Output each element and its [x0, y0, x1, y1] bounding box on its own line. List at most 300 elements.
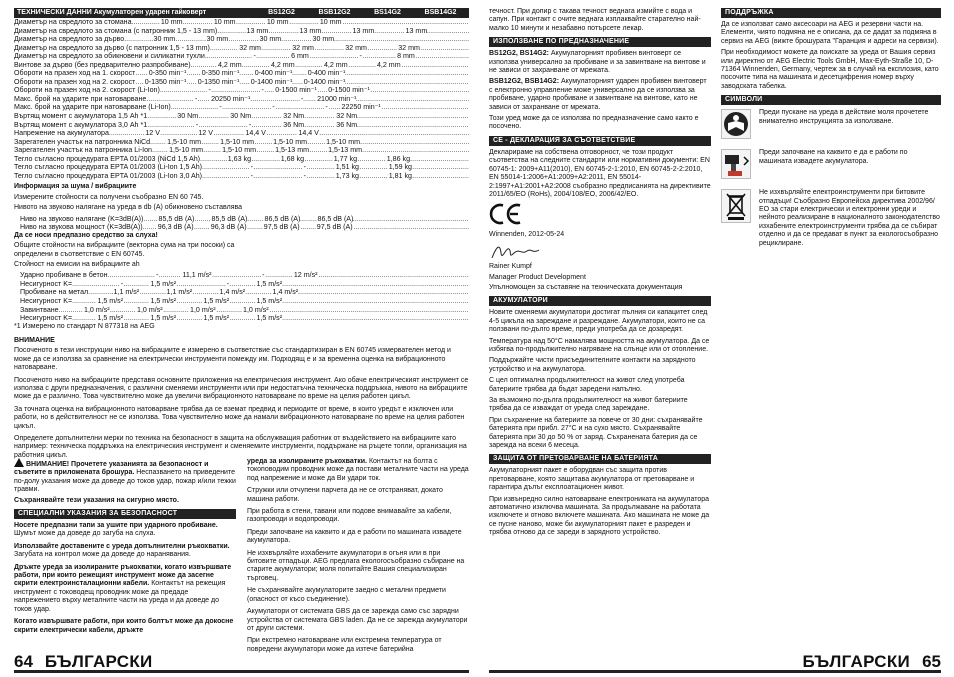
value-text: 30 mm: [312, 35, 335, 44]
value-text: -: [156, 271, 159, 280]
value-text: 32 mm: [345, 43, 367, 52]
value-text: 1,68 kg: [280, 154, 305, 163]
value-text: 1,5-10 mm: [220, 137, 255, 146]
value-text: -: [226, 279, 230, 288]
attention-text: Посоченото ниво на вибрациите представя основните приложения на електрическия инструмент. Ако обаче електрическият инструмент се използва с други предназначения, с различни сменяеми инструменти или при недостатъчна техническа поддръжка, нивото на вибрациите може да е различно. Това чувствително може да увеличи вибрационното натоварване по време на целия работен цикъл.: [14, 376, 469, 401]
row-value: [247, 288, 300, 297]
row-value: [217, 27, 270, 36]
language-label: БЪЛГАРСКИ: [802, 652, 911, 671]
intended-use-header: ИЗПОЛЗВАНЕ ПО ПРЕДНАЗНАЧЕНИЕ: [489, 37, 711, 47]
signature-image: [489, 241, 711, 263]
right-col-1: [489, 8, 711, 540]
row-value: [191, 61, 244, 70]
value-text: 1,86 kg: [386, 154, 411, 163]
row-label: Диаметър на свредлото за дърво: [14, 35, 125, 44]
table-row: [14, 155, 469, 164]
maintenance-header: ПОДДРЪЖКА: [721, 8, 941, 18]
row-value: [241, 78, 294, 87]
row-value: [135, 69, 188, 78]
row-value: [218, 306, 271, 315]
row-label: Тегло съгласно процедурата EPTA 01/2003 (Li-Ion 3,0 Ah): [14, 171, 203, 180]
value-text: 1,73 kg: [335, 171, 360, 180]
row-value: [309, 138, 362, 147]
value-text: 32 Nm: [336, 112, 358, 121]
value-text: 6 mm: [291, 52, 309, 61]
attention-title: ВНИМАНИЕ: [14, 337, 55, 345]
value-text: 32 mm: [398, 43, 420, 52]
row-value: [214, 271, 267, 280]
table-row: [14, 172, 469, 181]
safety-item: Не съхранявайте акумулаторите заедно с метални предмети (опасност от късо съединение).: [247, 587, 446, 603]
value-text: -: [195, 120, 199, 129]
row-value: [330, 103, 383, 112]
row-value: [202, 172, 255, 181]
table-row: [14, 44, 469, 53]
row-value: [230, 35, 283, 44]
read-manual-icon: [721, 109, 751, 139]
table-row: [14, 314, 469, 323]
value-text: 0-1400 min⁻¹: [303, 77, 346, 86]
row-value: [231, 280, 284, 289]
value-text: 97,5 dB (A): [263, 223, 300, 232]
row-label: Несигурност K=: [20, 279, 73, 288]
row-value: [188, 69, 241, 78]
crossed-bin-icon: [721, 189, 751, 223]
value-text: 4,2 mm: [270, 60, 295, 69]
attention-text: За точната оценка на вибрационното натоварване трябва да се вземат предвид и периодите от време, в които уредът е изключен или работи, но в действителност не се използва. Това чувствително може да намали вибрационното натоварване по време на целия работен цикъл.: [14, 405, 465, 430]
table-row: [14, 288, 469, 297]
value-text: 85,5 dB (A): [158, 214, 195, 223]
row-value: [205, 52, 258, 61]
value-text: 30 mm: [206, 35, 229, 44]
row-value: [202, 163, 255, 172]
value-text: 14,4 V: [298, 129, 319, 138]
row-value: [350, 61, 403, 70]
ce-mark-icon: [489, 203, 711, 228]
value-text: 86,5 dB (A): [317, 214, 354, 223]
value-text: 1,5-10 mm: [273, 137, 308, 146]
row-value: [196, 223, 249, 232]
row-value: [199, 95, 252, 104]
row-value: [178, 297, 231, 306]
row-value: [165, 306, 218, 315]
language-label: БЪЛГАРСКИ: [44, 652, 153, 671]
row-value: [161, 271, 214, 280]
value-text: 1,5 m/s²: [203, 296, 230, 305]
safety-item: Когато извършвате работи, при които болтът може да докосне скрити електрически кабели, дръжте: [14, 618, 234, 634]
value-text: -: [303, 163, 307, 172]
value-text: 96,3 dB (A): [210, 223, 247, 232]
row-value: [364, 52, 417, 61]
row-value: [283, 35, 336, 44]
value-text: -: [262, 271, 265, 280]
safety-item: уреда за изолираните ръкохватки. Контактът на болта с токоповодим проводник може да постави металните части на уреда под напрежение и може да Ви удари ток.: [247, 458, 469, 482]
tech-header-col: BS12G2: [268, 9, 295, 16]
row-value: [132, 18, 185, 27]
value-text: 86,5 dB (A): [264, 214, 301, 223]
row-value: [194, 288, 247, 297]
value-text: -: [194, 94, 198, 103]
row-value: [141, 288, 194, 297]
value-text: -: [248, 120, 252, 129]
row-value: [109, 129, 162, 138]
row-value: [305, 95, 358, 104]
symbol-description: Преди започване на каквито е да е работи по машината извадете акумулатора.: [759, 149, 908, 165]
row-value: [308, 172, 361, 181]
value-text: 0-350 min⁻¹: [148, 69, 187, 78]
value-text: 32 Nm: [283, 112, 305, 121]
row-value: [213, 86, 266, 95]
value-text: -: [300, 94, 304, 103]
value-text: 10 mm: [319, 18, 342, 26]
value-text: -: [120, 279, 124, 288]
value-text: 1,5-10 mm: [222, 146, 257, 155]
row-value: [143, 223, 196, 232]
left-page-footer: [14, 652, 469, 673]
value-text: 13 mm: [299, 26, 322, 35]
value-text: 1,1 m/s²: [113, 288, 140, 297]
row-label: Ниво на звукова мощност (K=3dB(A)): [20, 223, 143, 232]
row-value: [177, 35, 230, 44]
value-text: 1,5-10 mm: [326, 137, 361, 146]
row-value: [200, 112, 253, 121]
row-value: [316, 44, 369, 53]
row-value: [306, 121, 359, 130]
row-label: Обороти на празен ход на 2. скорост: [14, 77, 136, 86]
row-value: [125, 280, 178, 289]
value-text: -: [250, 171, 254, 180]
page-number: 64: [14, 652, 33, 671]
table-row: [14, 78, 469, 87]
row-value: [311, 146, 364, 155]
symbol-row: [721, 189, 941, 250]
row-value: [196, 215, 249, 224]
table-row: [14, 61, 469, 70]
value-text: 1,5 m/s²: [150, 314, 177, 323]
safety-item: Носете предпазни тапи за ушите при ударного пробиване. Шумът може да доведе до загуба на слуха.: [14, 522, 218, 538]
table-row: [14, 35, 469, 44]
row-value: [306, 112, 359, 121]
value-text: 12 V: [198, 129, 213, 138]
row-value: [135, 78, 188, 87]
value-text: 10 mm: [213, 18, 236, 26]
right-page: [489, 8, 941, 673]
row-value: [146, 95, 199, 104]
overload-text: Акумулаторният пакет е оборудван със защита против претоварване, която защитава акумулатора от претоварване и гарантира дълъг експлоатационен живот.: [489, 467, 695, 492]
value-text: -: [272, 103, 275, 112]
warning-triangle-icon: [14, 458, 24, 467]
row-value: [266, 86, 319, 95]
row-value: [302, 215, 355, 224]
row-value: [171, 103, 224, 112]
left-page: [14, 8, 469, 673]
row-label: Диаметър на свредлото за дърво (с патронник 1,5 - 13 mm): [14, 43, 210, 52]
value-text: 1,63 kg: [227, 154, 252, 163]
row-value: [150, 138, 203, 147]
table-row: [14, 146, 469, 155]
value-text: 0-350 min⁻¹: [201, 69, 240, 78]
table-row: [14, 306, 469, 315]
row-value: [361, 163, 414, 172]
noise-table: [14, 215, 469, 232]
overload-text: При извънредно силно натоварване електрониката на акумулатора автоматично изключва машината. За продължаване на работата изключете и отново включете машината. Ако машината не може да се пусне наново, може би акумулаторният пакет е разреден и трябва отново да се зареди в зарядното устройство.: [489, 495, 710, 537]
safety-item: Дръжте уреда за изолираните ръкохватки, когато извършвате работи, при които режещият инструмент може да засегне скрити електроинсталационни кабели. Контактът на режещия инструмент с тоководещ проводник може да предаде напрежението върху металните части на уреда и да доведе до токов удар.: [14, 563, 232, 613]
table-row: [14, 52, 469, 61]
value-text: 36 Nm: [283, 120, 305, 129]
left-col-2: [247, 458, 469, 656]
row-value: [241, 69, 294, 78]
value-text: 1,5-13 mm: [328, 146, 363, 155]
table-row: [14, 280, 469, 289]
row-label: Тегло съгласно процедурата EPTA 01/2003 (Li-Ion 1,5 Ah): [14, 163, 203, 172]
signer-role: Manager Product Development: [489, 273, 586, 281]
safety-item: Използвайте доставените с уреда допълнителни ръкохватки. Загубата на контрол може да доведе до наранявания.: [14, 542, 230, 559]
batteries-header: АКУМУЛАТОРИ: [489, 296, 711, 306]
symbol-row: [721, 109, 941, 139]
symbols-header: СИМВОЛИ: [721, 95, 941, 105]
row-value: [238, 18, 291, 27]
row-value: [203, 138, 256, 147]
row-value: [108, 271, 161, 280]
warning-block: ВНИМАНИЕ! Прочетете указанията за безопасност и съветите в приложената брошура. Неспазването на приведените по-долу указания може да доведе до токов удар, пожар и/или тежки травми.: [14, 458, 236, 495]
maintenance-text: При необходимост можете да поискате за уреда от Вашия сервиз или директно от AEG Electric Tools GmbH, Max-Eyth-Straße 10, D-71364 Winnenden, Germany, чертеж за в случай на експлозия, като посочите типа на машината и десетцифрения номер върху заводската табелка.: [721, 49, 939, 90]
signer-role: Упълномощен за съставяне на техническата документация: [489, 283, 683, 291]
value-text: 1,81 kg: [388, 171, 413, 180]
value-text: 1,4 m/s²: [219, 288, 246, 297]
batteries-text: Поддържайте чисти присъединителните контакти на зарядното устройство и на акумулатора.: [489, 357, 696, 373]
row-value: [112, 306, 165, 315]
value-text: 1,5 m/s²: [150, 279, 177, 288]
row-value: [258, 146, 311, 155]
value-text: 1,5-13 mm: [275, 146, 310, 155]
safety-item: Не изхвърляйте изхабените акумулатори в огъня или в при битовите отпадъци. AEG предлага екологосъобразно събиране на старите акумулатори; моля попитайте Вашия специализиран търговец.: [247, 549, 465, 582]
row-label: Зарегателен участък на патронника NiCd: [14, 137, 151, 146]
table-row: [14, 112, 469, 121]
symbol-description: Не изхвърляйте електроинструменти при битовите отпадъци! Съобразно Европейска директива 2002/96/ЕО за стари електрически и електронни уреди и нейното реализиране в националното законодателство изхабените електроинструменти трябва да се събират отделно и да се предават в пункт за екологосъобразно рециклиране.: [759, 189, 940, 247]
value-text: 13 mm: [246, 26, 269, 35]
ce-place-date: Winnenden, 2012-05-24: [489, 230, 565, 238]
row-value: [263, 44, 316, 53]
noise-title: Информация за шума / вибрациите: [14, 183, 137, 191]
value-text: 32 mm: [239, 43, 261, 52]
value-text: 4,2 mm: [217, 60, 242, 69]
left-col-1: [14, 458, 236, 637]
table-row: [14, 215, 469, 224]
batteries-text: С цел оптимална продължителност на живот след употреба батериите трябва да бъдат заредени напълно.: [489, 377, 685, 393]
row-label: Завинтване: [20, 305, 59, 314]
value-text: 1,0 m/s²: [84, 305, 110, 314]
row-value: [210, 44, 263, 53]
keep-instructions: Съхранявайте тези указания на сигурно място.: [14, 496, 179, 504]
row-value: [256, 138, 309, 147]
row-value: [231, 314, 284, 323]
value-text: 1,1 m/s²: [166, 288, 193, 297]
value-text: 20250 min⁻¹: [211, 94, 251, 103]
row-value: [215, 129, 268, 138]
value-text: 0-1500 min⁻¹: [328, 86, 370, 95]
value-text: -: [325, 103, 328, 112]
row-value: [294, 69, 347, 78]
value-text: 32 mm: [292, 43, 314, 52]
value-text: 13 mm: [405, 26, 428, 35]
symbol-description: Преди пускане на уреда в действие моля прочетете внимателно инструкцията за използване.: [759, 109, 929, 125]
row-value: [277, 103, 330, 112]
row-label: Напрежение на акумулатора: [14, 129, 109, 138]
batteries-text: За възможно по-дълга продължителност на живот батериите трябва да се изваждат от уреда след зареждане.: [489, 397, 688, 413]
row-value: [185, 18, 238, 27]
value-text: 30 Nm: [230, 112, 252, 121]
table-row: [14, 69, 469, 78]
value-text: 1,5 m/s²: [150, 296, 177, 305]
right-page-footer: [489, 652, 941, 673]
row-value: [72, 314, 125, 323]
row-label: Диаметър на свредлото за стомана: [14, 18, 132, 26]
signer-name: Rainer Kumpf: [489, 263, 532, 271]
vib-text: Стойност на емисии на вибрациите ah: [14, 260, 140, 268]
value-text: 12 m/s²: [293, 271, 318, 280]
row-label: Пробиване на метал: [20, 288, 89, 297]
value-text: 1,5-10 mm: [167, 137, 202, 146]
value-text: 4,2 mm: [376, 60, 401, 69]
symbol-row: [721, 149, 941, 179]
row-value: [253, 112, 306, 121]
intended-use-text: BS12G2, BS14G2: Акумулаторният пробивен винтоверт се използва универсално за пробиване и за завинтване на винтове и не зависи от захранване от мрежата.: [489, 50, 706, 75]
row-value: [147, 121, 200, 130]
row-value: [252, 95, 305, 104]
row-value: [311, 52, 364, 61]
row-value: [291, 18, 344, 27]
table-row: [14, 18, 469, 27]
attention-text: Определете допълнителни мерки по техника на безопасност в защита на обслужващия работник от въздействието на вибрациите като например: техническа поддръжка на електрическия инструмент и сменяемите инструменти, поддържане на ръцете топли, организация на работния цикъл.: [14, 435, 467, 459]
value-text: -: [359, 52, 362, 61]
value-text: 1,51 kg: [335, 163, 360, 172]
row-label: Винтове за дърво (без предварително разпробиване): [14, 60, 191, 69]
table-row: [14, 138, 469, 147]
page-number: 65: [922, 652, 941, 671]
value-text: 13 mm: [352, 26, 375, 35]
safety-item: Стружки или отчупени парчета да не се отстраняват, докато машина работи.: [247, 487, 443, 503]
safety-section-header: СПЕЦИАЛНИ УКАЗАНИЯ ЗА БЕЗОПАСНОСТ: [14, 509, 236, 519]
vibration-table: [14, 271, 469, 322]
row-label: Макс. брой на ударите при натоварване (Li-Ion): [14, 103, 171, 112]
ce-declaration-header: CE - ДЕКЛАРАЦИЯ ЗА СЪОТВЕТСТВИЕ: [489, 136, 711, 146]
row-value: [231, 297, 284, 306]
row-value: [361, 172, 414, 181]
row-value: [270, 27, 323, 36]
value-text: 0-1500 min⁻¹: [275, 86, 317, 95]
tech-table-body: [14, 18, 469, 180]
row-label: Тегло съгласно процедурата EPTA 01/2003 (NiCd 1,5 Ah): [14, 154, 201, 163]
value-text: 1,5 m/s²: [256, 296, 283, 305]
row-value: [160, 86, 213, 95]
row-value: [267, 271, 320, 280]
footnote: *1 Измерено по стандарт N 877318 на AEG: [14, 322, 155, 330]
value-text: 1,5 m/s²: [97, 314, 124, 323]
maintenance-text: Да се използват само аксесоари на AEG и резервни части на. Елементи, чиято подмяна не е описана, да се дадат за подмяна в сервиз на AEG (вижте брошурата "Гаранция и адреси на сервизи).: [721, 21, 939, 45]
table-row: [14, 163, 469, 172]
value-text: -: [219, 103, 222, 112]
row-value: [319, 86, 372, 95]
value-text: -: [208, 86, 211, 95]
row-value: [152, 146, 205, 155]
row-value: [72, 280, 125, 289]
row-value: [249, 223, 302, 232]
row-value: [125, 297, 178, 306]
value-text: -: [250, 163, 254, 172]
batteries-text: При съхранение на батериите за повече от 30 дни: съхранявайте батерията при прибл. 27°C и на сухо място. Съхранявайте батерията при 30 до 50 % от заряд. Съхранената батерия да се зарежда на всеки 6 месеца.: [489, 416, 703, 450]
ear-protection-note: Да се носи предпазно средство за слуха!: [14, 231, 158, 239]
table-row: [14, 27, 469, 36]
value-text: 1,5-10 mm: [169, 146, 204, 155]
value-text: 4,2 mm: [323, 60, 348, 69]
value-text: 30 mm: [153, 35, 176, 44]
value-text: 1,5 m/s²: [97, 296, 124, 305]
safety-item: Акумулатори от системата GBS да се зарежда само със зарядни устройства от системата GBS laden. Да не се зарежда акумулатори от други системи.: [247, 608, 468, 632]
value-text: -: [303, 171, 307, 180]
value-text: 1,0 m/s²: [190, 305, 216, 314]
value-text: 0-400 min⁻¹: [307, 69, 346, 78]
row-value: [258, 52, 311, 61]
row-label: Диаметър на свредлото за обикновени и силикатни тухли: [14, 52, 205, 61]
vib-text: Общите стойности на вибрациите (векторна сума на три посоки) са определени в съответствие с EN 60745.: [14, 242, 235, 258]
row-value: [302, 223, 355, 232]
overload-protection-header: ЗАЩИТА ОТ ПРЕТОВАРВАНЕ НА БАТЕРИЯТА: [489, 454, 711, 464]
value-text: 22250 min⁻¹: [341, 103, 381, 112]
noise-text: Измерените стойности са получени съобразно EN 60 745.: [14, 193, 204, 201]
row-value: [244, 61, 297, 70]
table-row: [14, 121, 469, 130]
value-text: 1,59 kg: [388, 163, 413, 172]
row-value: [143, 215, 196, 224]
row-value: [125, 314, 178, 323]
value-text: 8 mm: [397, 52, 415, 61]
row-value: [255, 163, 308, 172]
table-row: [14, 95, 469, 104]
remove-battery-icon: [721, 149, 751, 179]
intended-use-text: Този уред може да се използва по предназначение само както е посочено.: [489, 115, 699, 131]
row-value: [147, 112, 200, 121]
value-text: 10 mm: [160, 18, 183, 26]
row-label: Ниво на звуково налягане (K=3dB(A)): [20, 214, 144, 223]
row-label: Диаметър на свредлото за стомана (с патронник 1,5 - 13 mm): [14, 26, 218, 35]
row-value: [188, 78, 241, 87]
tech-header-col: BS14G2: [374, 9, 401, 16]
value-text: 30 mm: [259, 35, 282, 44]
row-value: [294, 78, 347, 87]
row-value: [72, 297, 125, 306]
row-label: Несигурност K=: [20, 296, 73, 305]
row-value: [268, 129, 321, 138]
safety-item: Преди започване на каквито и да е работи по машината извадете акумулатора.: [247, 528, 462, 545]
row-value: [205, 146, 258, 155]
value-text: 30 Nm: [177, 112, 199, 121]
row-label: Зарегателен участък на патронника Li-Ion: [14, 146, 153, 155]
value-text: 1,5 m/s²: [256, 314, 283, 323]
safety-item: При работа в стени, тавани или подове внимавайте за кабели, газопроводи и водопроводи.: [247, 508, 452, 524]
tech-header-title: ТЕХНИЧЕСКИ ДАННИ Акумулаторен ударен гайковерт: [17, 9, 207, 16]
row-value: [224, 103, 277, 112]
row-value: [59, 306, 112, 315]
row-value: [308, 163, 361, 172]
value-text: 1,4 m/s²: [272, 288, 299, 297]
value-text: 0-1400 min⁻¹: [250, 77, 293, 86]
value-text: 0-1350 min⁻¹: [197, 77, 240, 86]
intended-use-text: BSB12G2, BSB14G2: Акумулаторният ударен пробивен винтоверт с електронно управление може универсално да се използва за пробиване, ударно пробиване и завинтване на винтове, като не зависи от захранване от мрежата.: [489, 78, 707, 111]
row-value: [249, 215, 302, 224]
value-text: 21000 min⁻¹: [317, 94, 357, 103]
table-row: [14, 223, 469, 232]
value-text: -: [261, 86, 264, 95]
